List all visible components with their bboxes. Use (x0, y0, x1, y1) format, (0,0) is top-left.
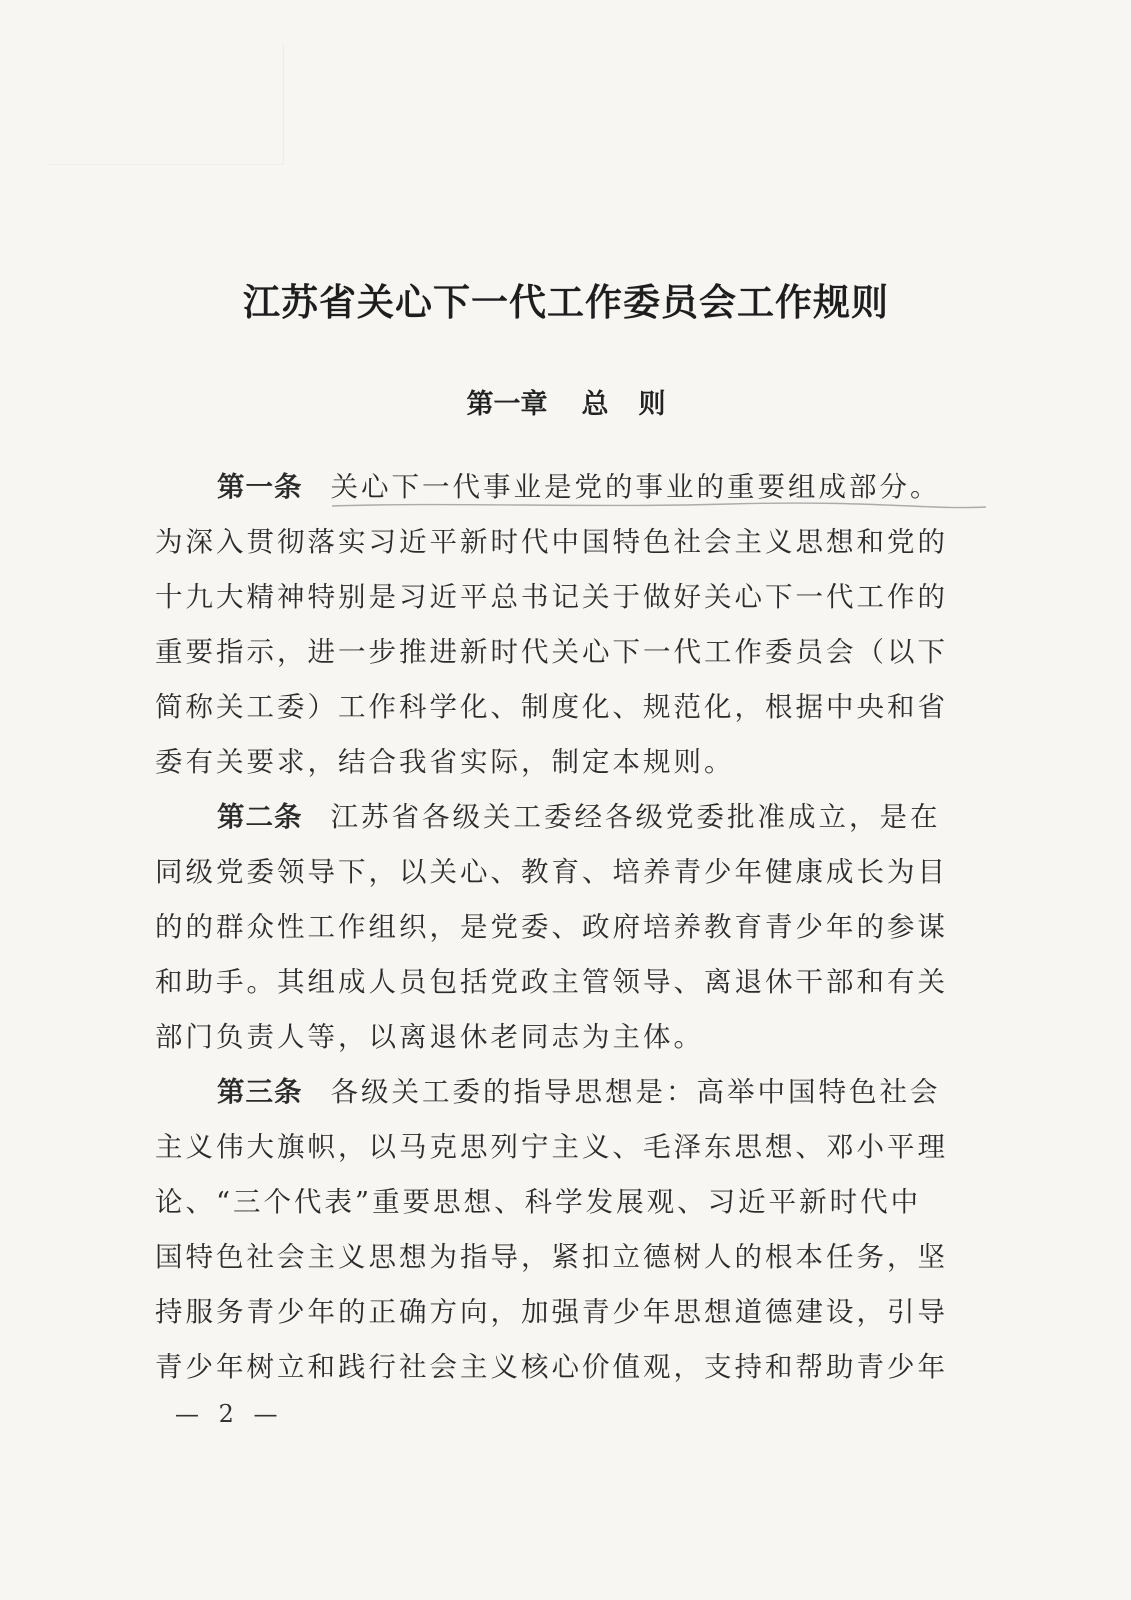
article-2-line-4: 和助手。其组成人员包括党政主管领导、离退休干部和有关 (155, 966, 948, 998)
article-2-heading: 第二条 (217, 801, 303, 833)
article-2-text: 江苏省各级关工委经各级党委批准成立，是在 (330, 801, 941, 833)
chapter-title-char-1: 总 (581, 389, 609, 420)
article-1-line-6: 委有关要求，结合我省实际，制定本规则。 (155, 746, 735, 778)
article-3-line-1 (155, 1065, 977, 1120)
article-1-line-4: 重要指示，进一步推进新时代关心下一代工作委员会（以下 (155, 636, 948, 668)
article-2-line-2: 同级党委领导下，以关心、教育、培养青少年健康成长为目 (155, 856, 948, 888)
document-title: 江苏省关心下一代工作委员会工作规则 (243, 281, 889, 324)
article-3-line-2: 主义伟大旗帜，以马克思列宁主义、毛泽东思想、邓小平理 (155, 1131, 948, 1163)
article-2-line-5: 部门负责人等，以离退休老同志为主体。 (155, 1021, 704, 1053)
article-3-line-6: 青少年树立和践行社会主义核心价值观，支持和帮助青少年 (155, 1351, 948, 1383)
handwritten-underline (330, 498, 990, 518)
article-1-line-2: 为深入贯彻落实习近平新时代中国特色社会主义思想和党的 (155, 526, 948, 558)
document-body (155, 460, 977, 1395)
article-1-line-5: 简称关工委）工作科学化、制度化、规范化，根据中央和省 (155, 691, 948, 723)
article-3-line-3: 论、“三个代表”重要思想、科学发展观、习近平新时代中 (155, 1186, 922, 1218)
chapter-number: 第一章 (466, 389, 548, 420)
chapter-title-char-2: 则 (638, 389, 666, 420)
page-number: — 2 — (175, 1400, 284, 1428)
article-1-heading: 第一条 (217, 471, 303, 503)
faint-stamp-mark (48, 44, 284, 165)
article-3-line-4: 国特色社会主义思想为指导，紧扣立德树人的根本任务，坚 (155, 1241, 948, 1273)
article-3-text: 各级关工委的指导思想是：高举中国特色社会 (330, 1076, 941, 1108)
article-3-line-5: 持服务青少年的正确方向，加强青少年思想道德建设，引导 (155, 1296, 948, 1328)
article-2-line-1 (155, 790, 977, 845)
chapter-heading (155, 382, 977, 421)
article-2-line-3: 的的群众性工作组织，是党委、政府培养教育青少年的参谋 (155, 911, 948, 943)
article-3-heading: 第三条 (217, 1076, 303, 1108)
article-1-text: 关心下一代事业是党的事业的重要组成部分。 (330, 471, 941, 503)
article-1-line-3: 十九大精神特别是习近平总书记关于做好关心下一代工作的 (155, 581, 948, 613)
